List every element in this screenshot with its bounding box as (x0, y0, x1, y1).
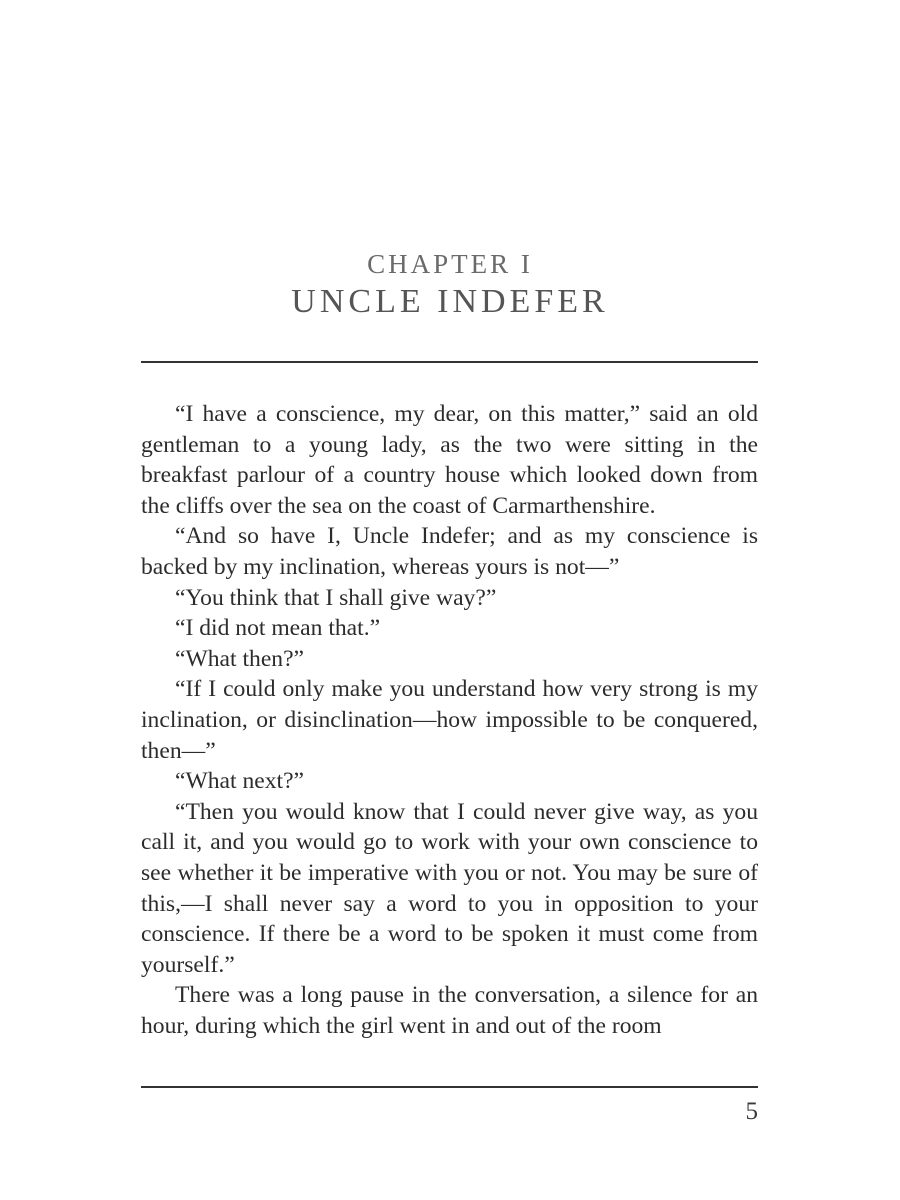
paragraph: There was a long pause in the conversation, a silence for an hour, during which the girl went in and out of the room (141, 982, 758, 1039)
page-number: 5 (745, 1098, 758, 1125)
bottom-divider (141, 1086, 758, 1088)
body-text (141, 399, 758, 1041)
paragraph: “What next?” (175, 768, 305, 795)
chapter-label: CHAPTER I (367, 249, 533, 279)
paragraph: “Then you would know that I could never give way, as you call it, and you would go to work with your own conscience to see whether it be imperative with you or not. You may be sure of this,—I shall never say a word to you in opposition to your conscience. If there be a word to be spoken it must come from yourself.” (141, 798, 758, 978)
paragraph: “What then?” (175, 645, 305, 672)
paragraph: “I did not mean that.” (175, 615, 381, 642)
paragraph: “You think that I shall give way?” (175, 584, 497, 611)
paragraph: “And so have I, Uncle Indefer; and as my conscience is backed by my inclination, whereas yours is not—” (141, 523, 758, 580)
paragraph: “If I could only make you understand how very strong is my inclination, or disinclination—how impossible to be conquered, then—” (141, 676, 758, 764)
chapter-heading (0, 248, 900, 322)
paragraph: “I have a conscience, my dear, on this matter,” said an old gentleman to a young lady, as the two were sitting in the breakfast parlour of a country house which looked down from the cliffs over the sea on the coast of Carmarthenshire. (141, 401, 758, 519)
top-divider (141, 361, 758, 363)
chapter-title: UNCLE INDEFER (291, 283, 609, 320)
